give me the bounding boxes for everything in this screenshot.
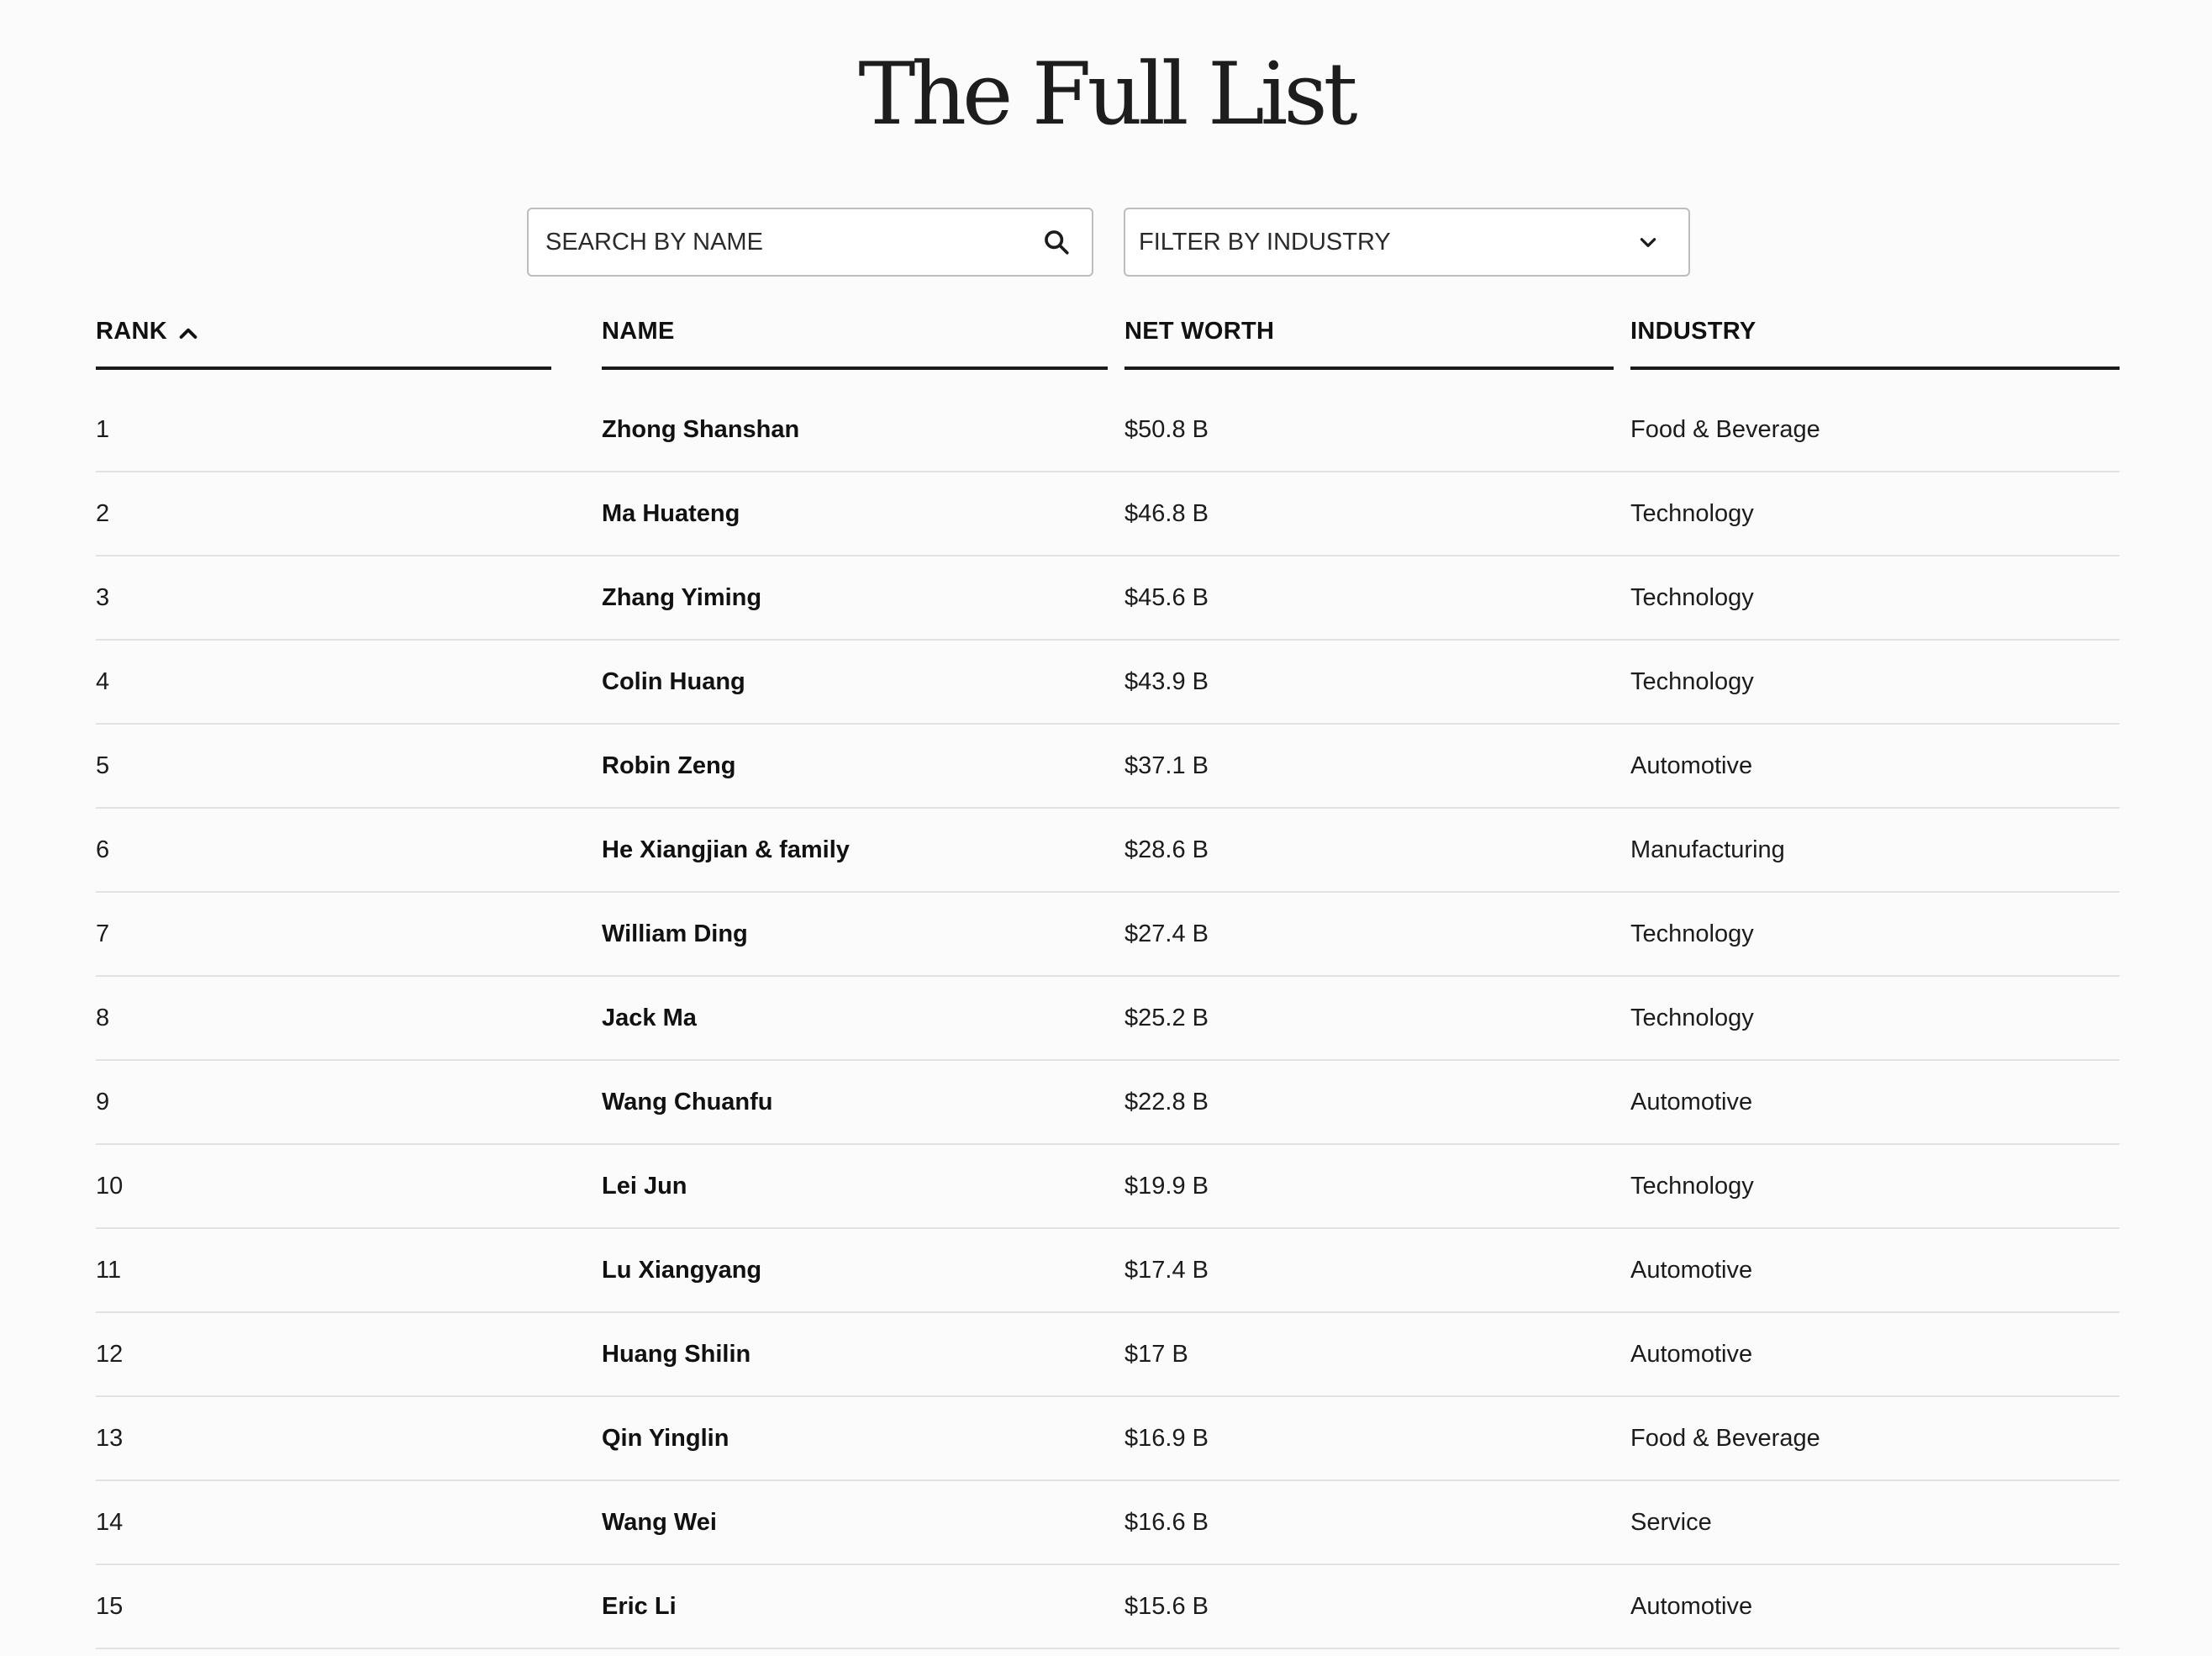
column-header-industry-label: INDUSTRY [1630, 318, 1756, 345]
net-worth-cell: $16.6 B [1124, 1509, 1209, 1536]
name-cell: William Ding [602, 920, 748, 947]
industry-cell: Automotive [1630, 752, 1753, 779]
table-row [96, 1565, 2120, 1649]
industry-cell: Technology [1630, 1005, 1754, 1031]
name-cell: Wang Chuanfu [602, 1089, 773, 1115]
column-header-industry[interactable] [1630, 318, 2120, 370]
name-cell: He Xiangjian & family [602, 836, 850, 863]
rank-cell: 15 [96, 1593, 124, 1620]
table-row [96, 893, 2120, 977]
table-row [96, 1397, 2120, 1481]
name-cell: Huang Shilin [602, 1341, 751, 1368]
search-box[interactable] [527, 208, 1093, 277]
net-worth-cell: $28.6 B [1124, 836, 1209, 863]
net-worth-cell: $22.8 B [1124, 1089, 1209, 1115]
table-row [96, 641, 2120, 725]
name-cell: Zhang Yiming [602, 584, 762, 611]
rank-cell: 7 [96, 920, 110, 947]
table-row [96, 1061, 2120, 1145]
chevron-up-icon [176, 321, 201, 341]
net-worth-cell: $25.2 B [1124, 1005, 1209, 1031]
search-input[interactable] [529, 209, 1040, 275]
rank-cell: 3 [96, 584, 110, 611]
table-row [96, 809, 2120, 893]
industry-cell: Manufacturing [1630, 836, 1785, 863]
industry-filter-dropdown[interactable] [1124, 208, 1690, 277]
rank-cell: 10 [96, 1173, 124, 1200]
table-row [96, 1145, 2120, 1229]
table-row [96, 1229, 2120, 1313]
name-cell: Qin Yinglin [602, 1425, 729, 1452]
column-header-net-worth-label: NET WORTH [1124, 318, 1275, 345]
column-header-rank-label: RANK [96, 318, 167, 345]
industry-filter-label: FILTER BY INDUSTRY [1139, 228, 1391, 256]
rank-cell: 1 [96, 416, 110, 443]
industry-cell: Technology [1630, 668, 1754, 695]
name-cell: Jack Ma [602, 1005, 697, 1031]
industry-cell: Technology [1630, 584, 1754, 611]
rank-cell: 4 [96, 668, 110, 695]
name-cell: Colin Huang [602, 668, 745, 695]
rank-cell: 8 [96, 1005, 110, 1031]
name-cell: Ma Huateng [602, 500, 740, 527]
industry-cell: Automotive [1630, 1089, 1753, 1115]
search-icon[interactable] [1040, 225, 1073, 259]
name-cell: Lu Xiangyang [602, 1257, 762, 1284]
industry-cell: Food & Beverage [1630, 416, 1820, 443]
chevron-down-icon [1631, 225, 1665, 259]
table-row [96, 1481, 2120, 1565]
rank-cell: 11 [96, 1257, 122, 1284]
table-row [96, 977, 2120, 1061]
name-cell: Zhong Shanshan [602, 416, 800, 443]
name-cell: Robin Zeng [602, 752, 736, 779]
rank-cell: 6 [96, 836, 110, 863]
net-worth-cell: $16.9 B [1124, 1425, 1209, 1452]
column-header-rank[interactable] [96, 318, 551, 370]
industry-cell: Automotive [1630, 1341, 1753, 1368]
net-worth-cell: $45.6 B [1124, 584, 1209, 611]
industry-cell: Food & Beverage [1630, 1425, 1820, 1452]
table-row [96, 725, 2120, 809]
rank-cell: 13 [96, 1425, 124, 1452]
rank-cell: 2 [96, 500, 110, 527]
industry-cell: Automotive [1630, 1257, 1753, 1284]
column-header-name-label: NAME [602, 318, 675, 345]
net-worth-cell: $50.8 B [1124, 416, 1209, 443]
net-worth-cell: $43.9 B [1124, 668, 1209, 695]
table-row [96, 388, 2120, 472]
table-row [96, 556, 2120, 641]
table-row [96, 472, 2120, 556]
net-worth-cell: $46.8 B [1124, 500, 1209, 527]
industry-cell: Technology [1630, 1173, 1754, 1200]
rank-cell: 14 [96, 1509, 124, 1536]
table-body [96, 388, 2120, 1649]
net-worth-cell: $27.4 B [1124, 920, 1209, 947]
page-title: The Full List [858, 45, 1354, 145]
industry-cell: Automotive [1630, 1593, 1753, 1620]
name-cell: Wang Wei [602, 1509, 717, 1536]
net-worth-cell: $37.1 B [1124, 752, 1209, 779]
net-worth-cell: $15.6 B [1124, 1593, 1209, 1620]
industry-cell: Service [1630, 1509, 1712, 1536]
industry-cell: Technology [1630, 920, 1754, 947]
rank-cell: 5 [96, 752, 110, 779]
net-worth-cell: $17.4 B [1124, 1257, 1209, 1284]
name-cell: Lei Jun [602, 1173, 687, 1200]
name-cell: Eric Li [602, 1593, 677, 1620]
net-worth-cell: $19.9 B [1124, 1173, 1209, 1200]
rank-cell: 12 [96, 1341, 124, 1368]
column-header-name[interactable] [602, 318, 1108, 370]
table-row [96, 1313, 2120, 1397]
rank-cell: 9 [96, 1089, 110, 1115]
net-worth-cell: $17 B [1124, 1341, 1188, 1368]
column-header-net-worth[interactable] [1124, 318, 1614, 370]
industry-cell: Technology [1630, 500, 1754, 527]
